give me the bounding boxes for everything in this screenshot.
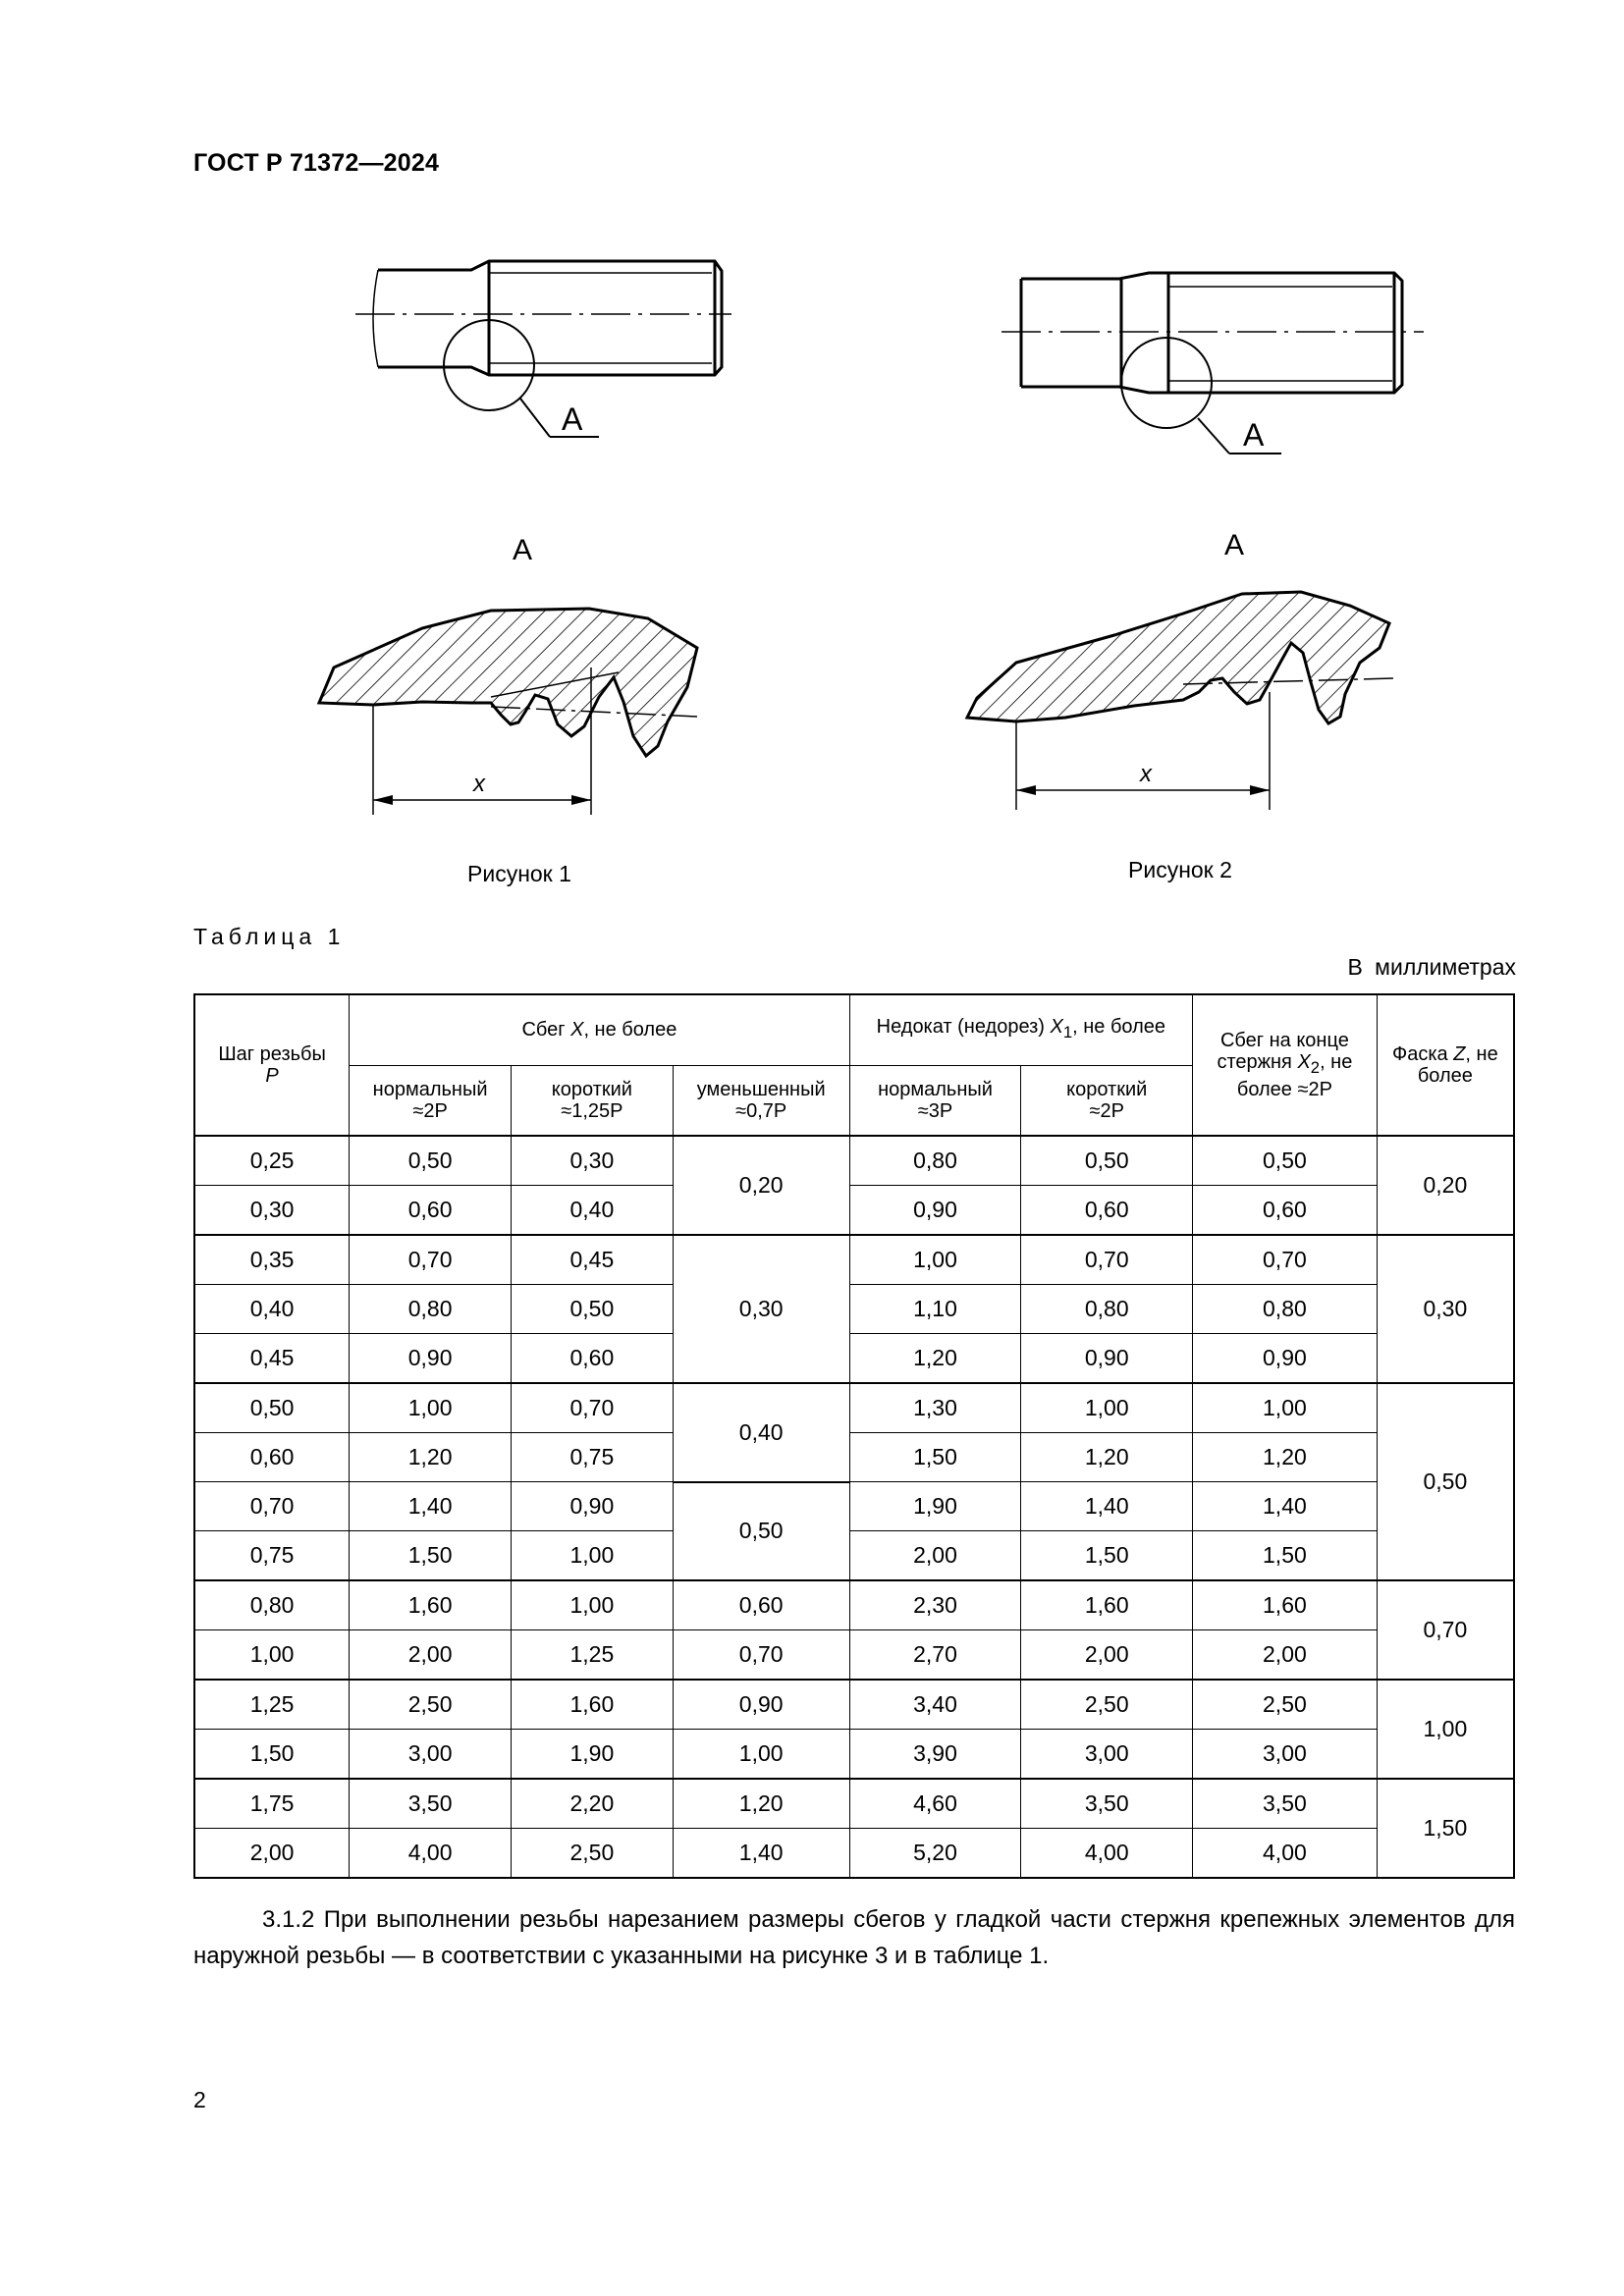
table-row	[194, 1531, 1514, 1581]
header-undercut-suffix: , не более	[1072, 1016, 1166, 1039]
header-normal-2	[849, 1065, 1021, 1136]
cell-pitch: 0,30	[194, 1186, 350, 1236]
header-short-2	[1021, 1065, 1193, 1136]
cell-runout-normal: 0,70	[350, 1235, 512, 1285]
cell-end-runout: 0,80	[1193, 1285, 1378, 1334]
cell-runout-reduced: 1,20	[673, 1779, 849, 1829]
cell-end-runout: 1,40	[1193, 1482, 1378, 1531]
cell-end-runout: 0,90	[1193, 1334, 1378, 1384]
cell-pitch: 1,75	[194, 1779, 350, 1829]
cell-runout-short: 1,00	[512, 1580, 674, 1630]
cell-undercut-normal: 2,00	[849, 1531, 1021, 1581]
cell-undercut-short: 1,60	[1021, 1580, 1193, 1630]
cell-end-runout: 0,60	[1193, 1186, 1378, 1236]
header-runout	[350, 994, 849, 1065]
figure-2-caption: Рисунок 2	[1128, 857, 1232, 882]
cell-pitch: 2,00	[194, 1829, 350, 1879]
header-short	[512, 1065, 674, 1136]
figure-1-detail-label: A	[513, 534, 533, 566]
header-runout-suffix: , не более	[583, 1019, 677, 1041]
figure-1-side-view	[344, 245, 746, 452]
cell-pitch: 0,50	[194, 1383, 350, 1433]
cell-undercut-short: 0,80	[1021, 1285, 1193, 1334]
cell-runout-reduced: 0,40	[673, 1383, 849, 1482]
cell-end-runout: 3,50	[1193, 1779, 1378, 1829]
cell-chamfer: 1,00	[1377, 1680, 1514, 1779]
cell-undercut-normal: 4,60	[849, 1779, 1021, 1829]
cell-undercut-short: 2,50	[1021, 1680, 1193, 1730]
figure-1-callout: A	[562, 401, 583, 437]
cell-runout-short: 1,00	[512, 1531, 674, 1581]
figure-1-caption: Рисунок 1	[467, 861, 571, 886]
document-header: ГОСТ Р 71372—2024	[193, 149, 440, 177]
cell-runout-short: 0,70	[512, 1383, 674, 1433]
cell-undercut-normal: 0,90	[849, 1186, 1021, 1236]
figure-2-detail-view	[957, 525, 1409, 829]
cell-end-runout: 4,00	[1193, 1829, 1378, 1879]
cell-runout-normal: 1,50	[350, 1531, 512, 1581]
figure-2-dimension: x	[1140, 761, 1152, 787]
cell-runout-short: 1,90	[512, 1730, 674, 1780]
cell-end-runout: 2,50	[1193, 1680, 1378, 1730]
cell-chamfer: 1,50	[1377, 1779, 1514, 1878]
table-row	[194, 1630, 1514, 1681]
table-row	[194, 1235, 1514, 1285]
header-short-val: ≈1,25P	[561, 1099, 623, 1122]
table-units: В миллиметрах	[1347, 954, 1516, 980]
figure-2-detail-label: A	[1224, 529, 1245, 561]
header-undercut-sub: 1	[1062, 1023, 1073, 1042]
header-pitch-text: Шаг резьбы	[218, 1043, 326, 1065]
figure-1-detail-view	[295, 530, 727, 834]
table-row	[194, 1136, 1514, 1186]
header-reduced-val: ≈0,7P	[735, 1099, 787, 1122]
cell-undercut-short: 2,00	[1021, 1630, 1193, 1681]
cell-undercut-normal: 1,30	[849, 1383, 1021, 1433]
body-paragraph-text: 3.1.2 При выполнении резьбы нарезанием размеры сбегов у гладкой части стержня крепежных элементов для наружной резьбы — в соответствии с указанными на рисунке 3 и в таблице 1.	[193, 1906, 1515, 1969]
cell-undercut-normal: 0,80	[849, 1136, 1021, 1186]
cell-runout-reduced: 0,60	[673, 1580, 849, 1630]
cell-runout-reduced: 0,20	[673, 1136, 849, 1235]
header-end-sub: 2	[1310, 1058, 1321, 1077]
header-end-prefix: Сбег на конце стержня	[1217, 1030, 1349, 1073]
cell-undercut-normal: 2,70	[849, 1630, 1021, 1681]
cell-pitch: 1,00	[194, 1630, 350, 1681]
cell-runout-short: 0,60	[512, 1334, 674, 1384]
body-paragraph	[193, 1901, 1515, 1974]
cell-runout-normal: 0,60	[350, 1186, 512, 1236]
cell-undercut-normal: 1,50	[849, 1433, 1021, 1482]
cell-pitch: 0,60	[194, 1433, 350, 1482]
cell-pitch: 0,70	[194, 1482, 350, 1531]
cell-undercut-short: 0,50	[1021, 1136, 1193, 1186]
cell-runout-short: 0,75	[512, 1433, 674, 1482]
header-end-symbol: X	[1297, 1051, 1311, 1073]
cell-runout-short: 0,40	[512, 1186, 674, 1236]
cell-end-runout: 1,00	[1193, 1383, 1378, 1433]
cell-runout-reduced: 1,40	[673, 1829, 849, 1879]
cell-undercut-normal: 3,90	[849, 1730, 1021, 1780]
cell-runout-short: 2,50	[512, 1829, 674, 1879]
table-row	[194, 1730, 1514, 1780]
figure-1-dimension: x	[473, 771, 485, 797]
cell-pitch: 1,50	[194, 1730, 350, 1780]
cell-runout-normal: 1,20	[350, 1433, 512, 1482]
cell-runout-reduced: 0,90	[673, 1680, 849, 1730]
table-row	[194, 1186, 1514, 1236]
cell-undercut-short: 1,00	[1021, 1383, 1193, 1433]
cell-runout-reduced: 0,50	[673, 1482, 849, 1581]
header-chamfer-symbol: Z	[1453, 1043, 1466, 1065]
header-short2-val: ≈2P	[1089, 1099, 1124, 1122]
cell-runout-normal: 1,60	[350, 1580, 512, 1630]
header-reduced-text: уменьшенный	[696, 1078, 826, 1100]
cell-undercut-normal: 1,00	[849, 1235, 1021, 1285]
cell-undercut-normal: 3,40	[849, 1680, 1021, 1730]
cell-runout-normal: 4,00	[350, 1829, 512, 1879]
cell-pitch: 1,25	[194, 1680, 350, 1730]
cell-end-runout: 1,60	[1193, 1580, 1378, 1630]
cell-runout-normal: 2,50	[350, 1680, 512, 1730]
cell-end-runout: 3,00	[1193, 1730, 1378, 1780]
cell-pitch: 0,25	[194, 1136, 350, 1186]
cell-pitch: 0,80	[194, 1580, 350, 1630]
header-normal-val: ≈2P	[412, 1099, 448, 1122]
cell-undercut-short: 1,40	[1021, 1482, 1193, 1531]
cell-undercut-normal: 5,20	[849, 1829, 1021, 1879]
cell-runout-reduced: 0,70	[673, 1630, 849, 1681]
cell-undercut-short: 3,50	[1021, 1779, 1193, 1829]
table-row	[194, 1482, 1514, 1531]
header-short2-text: короткий	[1066, 1078, 1148, 1100]
cell-end-runout: 2,00	[1193, 1630, 1378, 1681]
page-number: 2	[193, 2087, 206, 2112]
header-undercut-prefix: Недокат (недорез)	[876, 1016, 1051, 1039]
cell-undercut-short: 0,90	[1021, 1334, 1193, 1384]
header-pitch-symbol: P	[265, 1065, 279, 1087]
header-short-text: короткий	[551, 1078, 632, 1100]
table-row	[194, 1580, 1514, 1630]
cell-runout-reduced: 1,00	[673, 1730, 849, 1780]
header-normal	[350, 1065, 512, 1136]
figure-2-side-view	[1001, 265, 1434, 471]
cell-runout-normal: 0,50	[350, 1136, 512, 1186]
cell-runout-short: 0,90	[512, 1482, 674, 1531]
cell-undercut-short: 3,00	[1021, 1730, 1193, 1780]
cell-undercut-normal: 2,30	[849, 1580, 1021, 1630]
header-end-suffix: , не более ≈2P	[1236, 1051, 1353, 1100]
header-chamfer-prefix: Фаска	[1392, 1043, 1454, 1065]
cell-runout-normal: 0,80	[350, 1285, 512, 1334]
cell-runout-short: 0,30	[512, 1136, 674, 1186]
cell-pitch: 0,45	[194, 1334, 350, 1384]
header-runout-symbol: X	[570, 1019, 584, 1041]
header-normal2-text: нормальный	[878, 1078, 993, 1100]
cell-runout-normal: 0,90	[350, 1334, 512, 1384]
cell-undercut-short: 0,70	[1021, 1235, 1193, 1285]
cell-chamfer: 0,70	[1377, 1580, 1514, 1680]
cell-runout-normal: 1,40	[350, 1482, 512, 1531]
header-runout-prefix: Сбег	[521, 1019, 571, 1041]
cell-chamfer: 0,50	[1377, 1383, 1514, 1580]
header-chamfer-suffix: , не более	[1417, 1043, 1498, 1087]
header-chamfer	[1377, 994, 1514, 1136]
cell-undercut-short: 0,60	[1021, 1186, 1193, 1236]
cell-runout-normal: 3,00	[350, 1730, 512, 1780]
cell-runout-short: 2,20	[512, 1779, 674, 1829]
table-row	[194, 1779, 1514, 1829]
cell-pitch: 0,35	[194, 1235, 350, 1285]
cell-runout-short: 1,60	[512, 1680, 674, 1730]
header-pitch	[194, 994, 350, 1136]
header-undercut-symbol: X	[1050, 1016, 1063, 1039]
cell-undercut-short: 1,20	[1021, 1433, 1193, 1482]
cell-end-runout: 0,70	[1193, 1235, 1378, 1285]
cell-pitch: 0,40	[194, 1285, 350, 1334]
header-normal-text: нормальный	[372, 1078, 488, 1100]
cell-pitch: 0,75	[194, 1531, 350, 1581]
header-reduced	[673, 1065, 849, 1136]
cell-runout-short: 0,50	[512, 1285, 674, 1334]
header-normal2-val: ≈3P	[917, 1099, 953, 1122]
table-title: Таблица 1	[193, 924, 346, 949]
cell-runout-normal: 1,00	[350, 1383, 512, 1433]
cell-undercut-short: 1,50	[1021, 1531, 1193, 1581]
cell-runout-reduced: 0,30	[673, 1235, 849, 1383]
cell-undercut-normal: 1,10	[849, 1285, 1021, 1334]
cell-runout-normal: 3,50	[350, 1779, 512, 1829]
cell-runout-short: 1,25	[512, 1630, 674, 1681]
header-end-runout	[1193, 994, 1378, 1136]
table-row	[194, 1433, 1514, 1482]
figure-2-callout: A	[1243, 417, 1265, 453]
cell-undercut-normal: 1,20	[849, 1334, 1021, 1384]
table-row	[194, 1829, 1514, 1879]
header-undercut	[849, 994, 1193, 1065]
table-row	[194, 1334, 1514, 1384]
cell-end-runout: 1,50	[1193, 1531, 1378, 1581]
cell-chamfer: 0,20	[1377, 1136, 1514, 1235]
cell-runout-short: 0,45	[512, 1235, 674, 1285]
runout-table	[193, 993, 1515, 1879]
cell-end-runout: 0,50	[1193, 1136, 1378, 1186]
cell-undercut-normal: 1,90	[849, 1482, 1021, 1531]
table-row	[194, 1680, 1514, 1730]
cell-chamfer: 0,30	[1377, 1235, 1514, 1383]
table-row	[194, 1285, 1514, 1334]
table-row	[194, 1383, 1514, 1433]
cell-undercut-short: 4,00	[1021, 1829, 1193, 1879]
cell-runout-normal: 2,00	[350, 1630, 512, 1681]
cell-end-runout: 1,20	[1193, 1433, 1378, 1482]
